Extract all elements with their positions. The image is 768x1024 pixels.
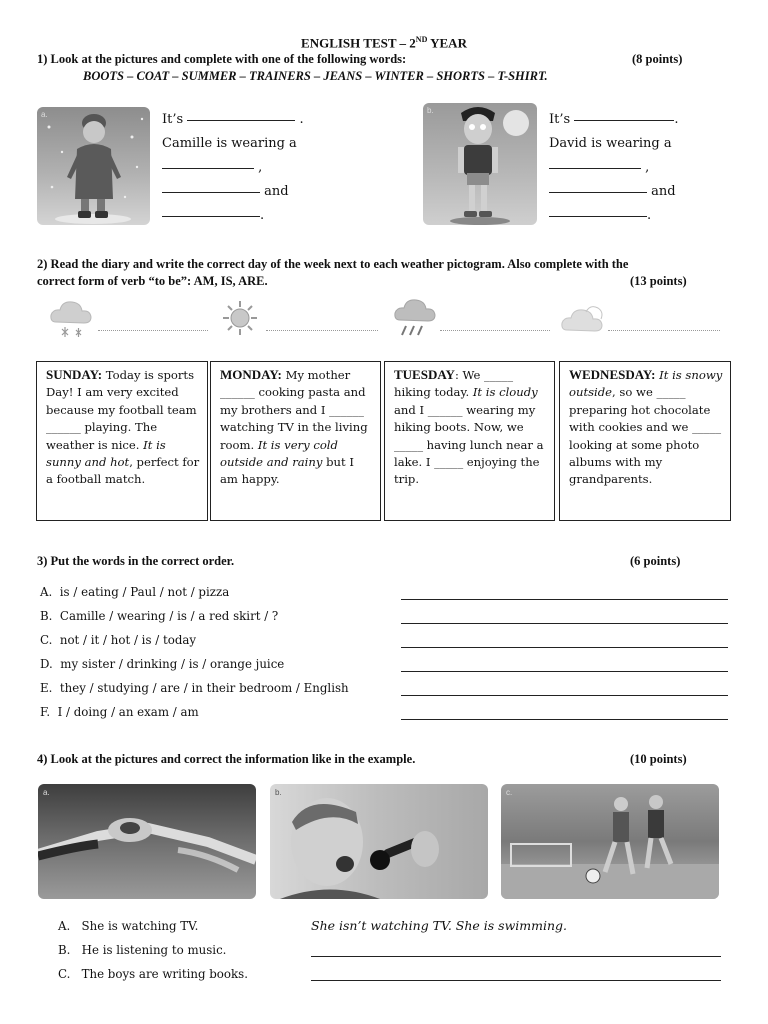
q1b-last-line: . xyxy=(549,204,651,228)
q4-item-c: C. The boys are writing books. xyxy=(58,967,248,981)
q3-instruction: 3) Put the words in the correct order. xyxy=(37,554,235,568)
diary-day: MONDAY: xyxy=(220,367,282,382)
swimming-photo xyxy=(38,784,256,899)
q1a-and-line: and xyxy=(162,180,289,204)
q2-instruction-line1: 2) Read the diary and write the correct day of the week next to each weather pictogram. Also complete with the xyxy=(37,257,629,271)
boys-playing-football-image xyxy=(501,784,719,899)
answer-line[interactable] xyxy=(401,695,728,696)
boy-singing-image xyxy=(270,784,488,899)
answer-line[interactable] xyxy=(401,719,728,720)
snow-cloud-icon xyxy=(48,296,96,342)
diary-day: TUESDAY xyxy=(394,367,455,382)
q4-points: (10 points) xyxy=(630,752,687,766)
q3-points: (6 points) xyxy=(630,554,681,568)
answer-dotted-line[interactable] xyxy=(266,330,378,331)
answer-dotted-line[interactable] xyxy=(98,330,208,331)
q1b-answer-blank[interactable] xyxy=(549,215,647,217)
q1b-and-line: and xyxy=(549,180,676,204)
q1b-blank-line: , xyxy=(549,156,649,180)
q2-points: (13 points) xyxy=(630,274,687,288)
test-title: ENGLISH TEST – 2ND YEAR xyxy=(301,35,467,51)
picture-label: b. xyxy=(275,788,282,797)
diary-day: SUNDAY: xyxy=(46,367,103,382)
answer-line[interactable] xyxy=(401,671,728,672)
q4-instruction: 4) Look at the pictures and correct the information like in the example. xyxy=(37,752,416,766)
q4-item-b: B. He is listening to music. xyxy=(58,943,227,957)
diary-box-monday: MONDAY: My mother ______ cooking pasta and my brothers and I ______ watching TV in the living room. It is very cold outside and rainy but I am happy. xyxy=(210,361,381,521)
q1a-answer-blank[interactable] xyxy=(162,215,260,217)
answer-dotted-line[interactable] xyxy=(608,330,720,331)
singing-photo xyxy=(270,784,488,899)
picture-label: a. xyxy=(41,110,48,119)
cloud-icon xyxy=(560,300,606,336)
answer-line[interactable] xyxy=(311,980,721,981)
q3-item: A. is / eating / Paul / not / pizza xyxy=(40,585,230,599)
picture-label: c. xyxy=(506,788,513,797)
swimmer-image xyxy=(38,784,256,899)
q3-item: C. not / it / hot / is / today xyxy=(40,633,197,647)
q1b-answer-blank[interactable] xyxy=(549,167,641,169)
winter-girl-picture xyxy=(37,107,150,225)
q1b-wearing: David is wearing a xyxy=(549,136,672,151)
q1-points: (8 points) xyxy=(632,52,683,66)
q3-item: E. they / studying / are / in their bedroom / English xyxy=(40,681,349,695)
answer-line[interactable] xyxy=(311,956,721,957)
sun-icon xyxy=(220,298,260,338)
q1a-answer-blank[interactable] xyxy=(162,167,254,169)
q2-instruction-line2: correct form of verb “to be”: AM, IS, ARE. xyxy=(37,274,268,288)
q1a-last-line: . xyxy=(162,204,264,228)
q1a-answer-blank[interactable] xyxy=(162,191,260,193)
answer-line[interactable] xyxy=(401,623,728,624)
football-photo xyxy=(501,784,719,899)
q1a-its-line: It’s . xyxy=(162,112,304,127)
summer-boy-picture xyxy=(423,103,537,225)
q1b-answer-blank[interactable] xyxy=(549,191,647,193)
girl-in-coat-illustration xyxy=(37,107,150,225)
picture-label: b. xyxy=(427,106,434,115)
q1-word-bank: BOOTS – COAT – SUMMER – TRAINERS – JEANS – WINTER – SHORTS – T-SHIRT. xyxy=(83,69,548,83)
q1a-answer-blank[interactable] xyxy=(187,119,295,121)
picture-label: a. xyxy=(43,788,50,797)
diary-box-tuesday: TUESDAY: We _____ hiking today. It is cloudy and I ______ wearing my hiking boots. Now, we _____ having lunch near a lake. I _____ enjoying the trip. xyxy=(384,361,555,521)
diary-box-sunday: SUNDAY: Today is sports Day! I am very excited because my football team ______ playing. The weather is nice. It is sunny and hot, perfect for a football match. xyxy=(36,361,208,521)
diary-day: WEDNESDAY: xyxy=(569,367,656,382)
boy-in-tshirt-illustration xyxy=(423,103,537,225)
q3-item: B. Camille / wearing / is / a red skirt / ? xyxy=(40,609,279,623)
rain-cloud-icon xyxy=(392,296,438,342)
answer-dotted-line[interactable] xyxy=(440,330,550,331)
q3-item: F. I / doing / an exam / am xyxy=(40,705,199,719)
q4-example-answer: She isn’t watching TV. She is swimming. xyxy=(311,918,568,933)
q1a-blank-line: , xyxy=(162,156,262,180)
q1-instruction: 1) Look at the pictures and complete with one of the following words: xyxy=(37,52,407,66)
answer-line[interactable] xyxy=(401,647,728,648)
q1b-its-line: It’s . xyxy=(549,112,679,127)
q3-item: D. my sister / drinking / is / orange juice xyxy=(40,657,285,671)
q4-item-a: A. She is watching TV. xyxy=(58,919,199,933)
diary-box-wednesday: WEDNESDAY: It is snowy outside, so we _____ preparing hot chocolate with cookies and we _____ looking at some photo albums with my grandparents. xyxy=(559,361,731,521)
answer-line[interactable] xyxy=(401,599,728,600)
q1b-answer-blank[interactable] xyxy=(574,119,674,121)
q1a-wearing: Camille is wearing a xyxy=(162,136,297,151)
